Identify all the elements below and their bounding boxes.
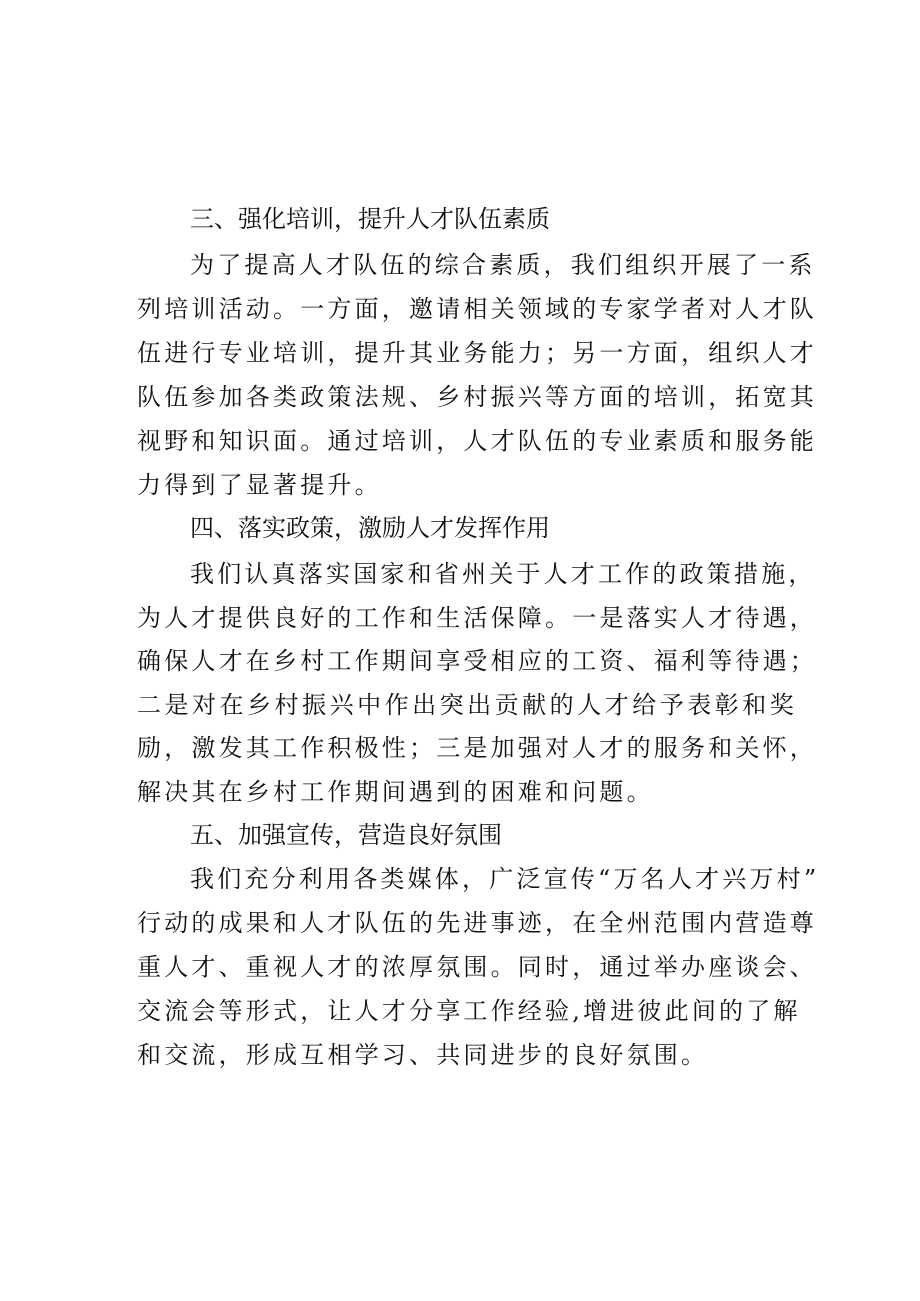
paragraph-line: 为了提高人才队伍的综合素质，我们组织开展了一系	[190, 251, 816, 279]
paragraph-line: 伍进行专业培训，提升其业务能力；另一方面，组织人才	[137, 339, 817, 367]
paragraph-line: 行动的成果和人才队伍的先进事迹，在全州范围内营造尊	[137, 909, 817, 937]
paragraph-line: 我们充分利用各类媒体，广泛宣传“万名人才兴万村”	[190, 865, 820, 893]
paragraph-line: 力得到了显著提升。	[137, 471, 382, 499]
section-heading-5: 五、加强宣传，营造良好氛围	[190, 821, 502, 849]
paragraph-line: 我们认真落实国家和省州关于人才工作的政策措施，	[190, 560, 816, 588]
paragraph-line: 交流会等形式，让人才分享工作经验,增进彼此间的了解	[137, 997, 801, 1025]
paragraph-line: 二是对在乡村振兴中作出突出贡献的人才给予表彰和奖	[137, 691, 797, 719]
paragraph-line: 列培训活动。一方面，邀请相关领域的专家学者对人才队	[137, 295, 817, 323]
section-heading-4: 四、落实政策，激励人才发挥作用	[190, 514, 550, 542]
paragraph-line: 视野和知识面。通过培训，人才队伍的专业素质和服务能	[137, 427, 817, 455]
paragraph-line: 励，激发其工作积极性；三是加强对人才的服务和关怀，	[137, 734, 817, 762]
paragraph-line: 为人才提供良好的工作和生活保障。一是落实人才待遇，	[137, 604, 817, 632]
section-heading-3: 三、强化培训，提升人才队伍素质	[190, 205, 550, 233]
paragraph-line: 重人才、重视人才的浓厚氛围。同时，通过举办座谈会、	[137, 953, 817, 981]
paragraph-line: 和交流，形成互相学习、共同进步的良好氛围。	[137, 1041, 709, 1069]
paragraph-line: 确保人才在乡村工作期间享受相应的工资、福利等待遇；	[137, 647, 817, 675]
paragraph-line: 解决其在乡村工作期间遇到的困难和问题。	[137, 778, 654, 806]
paragraph-line: 队伍参加各类政策法规、乡村振兴等方面的培训，拓宽其	[137, 383, 817, 411]
